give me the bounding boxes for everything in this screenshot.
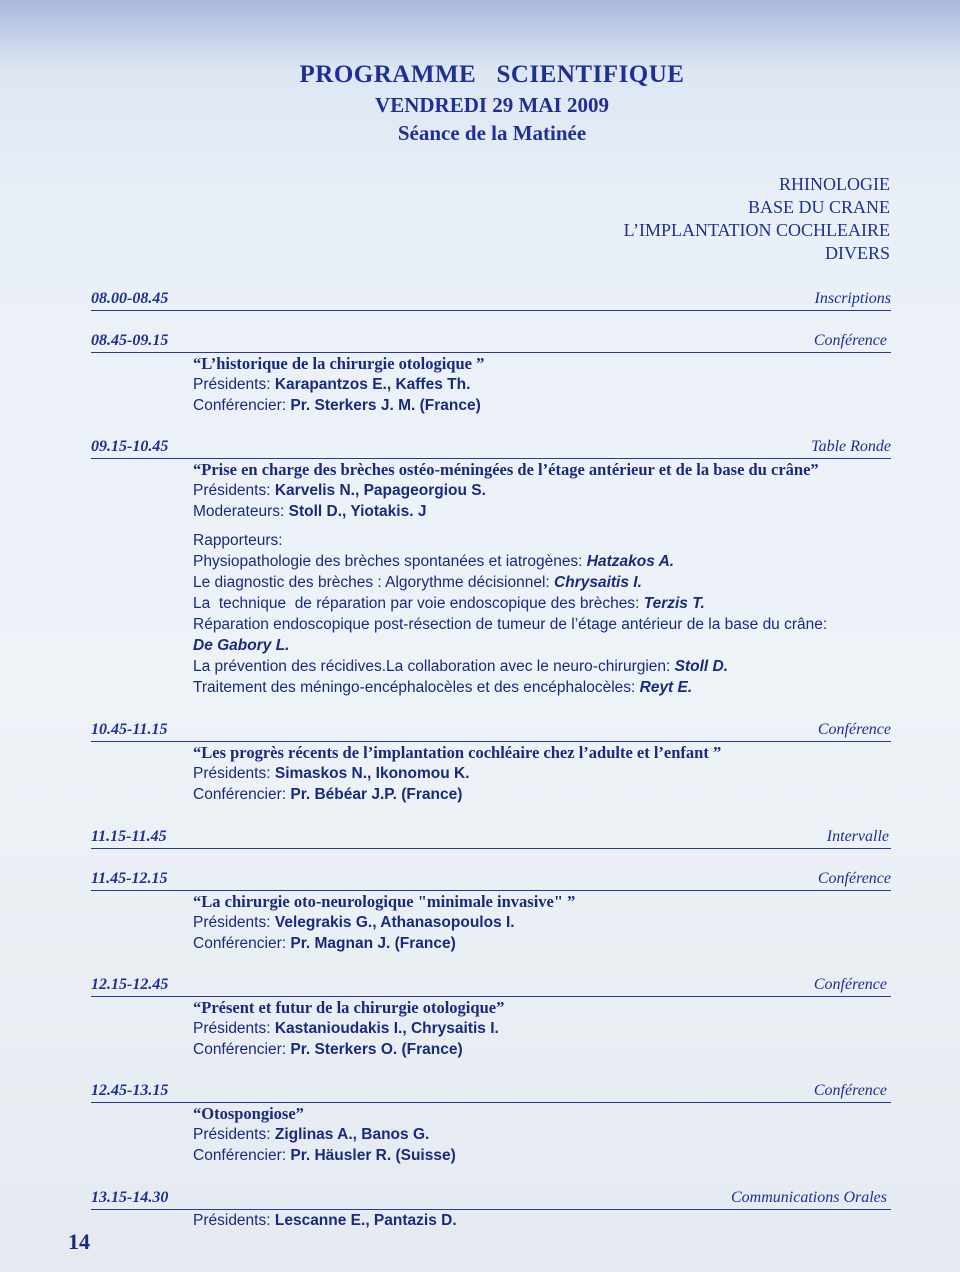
session-time: 09.15-10.45: [91, 438, 169, 455]
presidents-names: Karvelis N., Papageorgiou S.: [274, 482, 486, 499]
report-speaker: De Gabory L.: [193, 637, 290, 654]
session-details: [193, 1210, 893, 1231]
session-details: [193, 1103, 893, 1166]
session-conference-1: [91, 332, 891, 414]
session-time: 10.45-11.15: [91, 721, 168, 738]
lecturer-label: Conférencier:: [193, 786, 291, 803]
session-type: Conférence: [817, 721, 891, 738]
session-type: Conférence: [813, 976, 887, 993]
session-intervalle: [91, 828, 891, 849]
report-topic: Physiopathologie des brèches spontanées et iatrogènes:: [193, 553, 587, 570]
presidents-label: Présidents:: [193, 1212, 275, 1229]
presidents-names: Ziglinas A., Banos G.: [274, 1126, 430, 1143]
lecturer-label: Conférencier:: [193, 1041, 291, 1058]
report-topic: Le diagnostic des brèches : Algorythme décisionnel:: [193, 574, 555, 591]
session-time: 11.45-12.15: [91, 870, 168, 887]
session-title: “Otospongiose”: [193, 1104, 304, 1123]
topic-item: BASE DU CRANE: [747, 197, 890, 217]
session-details: [193, 353, 893, 416]
lecturer-name: Pr. Sterkers O. (France): [290, 1041, 463, 1058]
session-header: [91, 828, 891, 849]
session-header: [91, 870, 891, 891]
session-title: “La chirurgie oto-neurologique "minimale invasive" ”: [193, 892, 576, 911]
report-speaker: Chrysaitis I.: [554, 574, 642, 591]
presidents-label: Présidents:: [193, 1126, 275, 1143]
lecturer-label: Conférencier:: [193, 397, 291, 414]
session-type: Intervalle: [826, 828, 889, 845]
topics-list: [624, 173, 890, 265]
presidents-names: Velegrakis G., Athanasopoulos I.: [274, 914, 515, 931]
session-conference-2: [91, 721, 891, 803]
report-speaker: Stoll D.: [674, 658, 729, 675]
session-header: [91, 976, 891, 997]
programme-date: VENDREDI 29 MAI 2009: [375, 93, 609, 117]
session-details: [193, 742, 893, 805]
topic-item: RHINOLOGIE: [779, 174, 890, 194]
lecturer-name: Pr. Häusler R. (Suisse): [290, 1147, 456, 1164]
session-time: 08.00-08.45: [91, 290, 169, 307]
session-time: 08.45-09.15: [91, 332, 169, 349]
session-header: [91, 721, 891, 742]
session-type: Conférence: [817, 870, 891, 887]
lecturer-label: Conférencier:: [193, 1147, 291, 1164]
session-details: [193, 891, 893, 954]
session-conference-3: [91, 870, 891, 952]
session-title: “Les progrès récents de l’implantation cochléaire chez l’adulte et l’enfant ”: [193, 743, 722, 762]
presidents-label: Présidents:: [193, 376, 275, 393]
presidents-label: Présidents:: [193, 914, 275, 931]
rapporteurs-label: Rapporteurs:: [193, 532, 283, 549]
session-header: [91, 290, 891, 311]
session-table-ronde: [91, 438, 891, 696]
presidents-label: Présidents:: [193, 765, 275, 782]
report-speaker: Hatzakos A.: [586, 553, 675, 570]
session-header: [91, 1082, 891, 1103]
session-time: 12.45-13.15: [91, 1082, 169, 1099]
presidents-names: Kastanioudakis I., Chrysaitis I.: [274, 1020, 499, 1037]
lecturer-name: Pr. Magnan J. (France): [290, 935, 456, 952]
presidents-label: Présidents:: [193, 1020, 275, 1037]
session-title: “L’historique de la chirurgie otologique ”: [193, 354, 485, 373]
report-topic: La technique de réparation par voie endoscopique des brèches:: [193, 595, 644, 612]
presidents-label: Présidents:: [193, 482, 275, 499]
report-speaker: Reyt E.: [639, 679, 693, 696]
session-header: [91, 332, 891, 353]
session-header: [91, 438, 891, 459]
lecturer-name: Pr. Sterkers J. M. (France): [290, 397, 481, 414]
session-type: Conférence: [813, 1082, 887, 1099]
session-time: 11.15-11.45: [91, 828, 167, 845]
session-type: Table Ronde: [811, 438, 891, 455]
topic-item: L’IMPLANTATION COCHLEAIRE: [623, 220, 890, 240]
session-title: “Prise en charge des brèches ostéo-méningées de l’étage antérieur et de la base du crâne”: [193, 460, 819, 479]
session-conference-5: [91, 1082, 891, 1164]
session-title: “Présent et futur de la chirurgie otologique”: [193, 998, 505, 1017]
session-time: 12.15-12.45: [91, 976, 169, 993]
report-speaker: Terzis T.: [643, 595, 705, 612]
presidents-names: Karapantzos E., Kaffes Th.: [274, 376, 471, 393]
session-name: Séance de la Matinée: [397, 121, 587, 145]
session-conference-4: [91, 976, 891, 1058]
report-topic: La prévention des récidives.La collaboration avec le neuro-chirurgien:: [193, 658, 675, 675]
presidents-names: Lescanne E., Pantazis D.: [274, 1212, 457, 1229]
session-inscriptions: [91, 290, 891, 311]
session-type: Conférence: [813, 332, 887, 349]
presidents-names: Simaskos N., Ikonomou K.: [274, 765, 470, 782]
moderators-label: Moderateurs:: [193, 503, 289, 520]
page-title: PROGRAMME SCIENTIFIQUE: [299, 61, 685, 88]
page-number: 14: [68, 1229, 90, 1254]
session-communications: [91, 1189, 891, 1229]
session-details: [193, 459, 893, 698]
topic-item: DIVERS: [824, 243, 890, 263]
session-header: [91, 1189, 891, 1210]
report-topic: Réparation endoscopique post-résection de tumeur de l’étage antérieur de la base du crâne:: [193, 616, 828, 633]
lecturer-label: Conférencier:: [193, 935, 291, 952]
session-time: 13.15-14.30: [91, 1189, 169, 1206]
moderators-names: Stoll D., Yiotakis. J: [288, 503, 427, 520]
session-details: [193, 997, 893, 1060]
session-type: Inscriptions: [814, 290, 891, 307]
report-topic: Traitement des méningo-encéphalocèles et des encéphalocèles:: [193, 679, 640, 696]
session-type: Communications Orales: [731, 1189, 887, 1206]
lecturer-name: Pr. Bébéar J.P. (France): [290, 786, 463, 803]
